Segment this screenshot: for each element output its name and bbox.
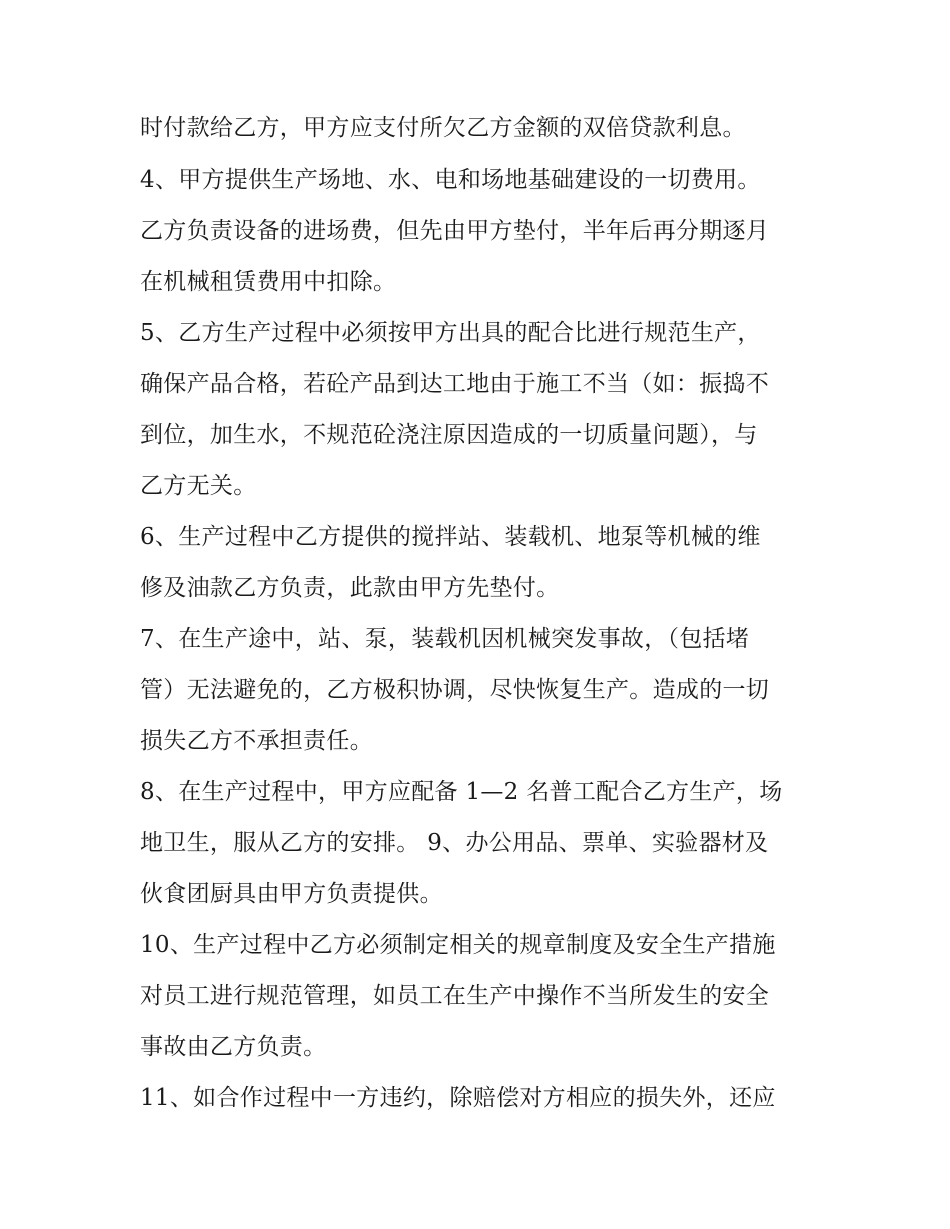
- text-line: 到位，加生水，不规范砼浇注原因造成的一切质量问题），与: [140, 422, 758, 448]
- text-line: 乙方负责设备的进场费，但先由甲方垫付，半年后再分期逐月: [140, 218, 770, 244]
- text-line: 5、乙方生产过程中必须按甲方出具的配合比进行规范生产，: [140, 320, 761, 346]
- text-line: 4、甲方提供生产场地、水、电和场地基础建设的一切费用。: [140, 167, 761, 193]
- text-line: 10、生产过程中乙方必须制定相关的规章制度及安全生产措施: [140, 932, 776, 958]
- text-line: 7、在生产途中，站、泵，装载机因机械突发事故，（包括堵: [140, 626, 750, 652]
- text-line: 6、生产过程中乙方提供的搅拌站、装载机、地泵等机械的维: [140, 524, 761, 550]
- text-line: 损失乙方不承担责任。: [140, 728, 373, 754]
- text-line: 管）无法避免的，乙方极积协调，尽快恢复生产。造成的一切: [140, 677, 770, 703]
- text-line: 在机械租赁费用中扣除。: [140, 269, 397, 295]
- text-line: 乙方无关。: [140, 473, 257, 499]
- text-line: 时付款给乙方，甲方应支付所欠乙方金额的双倍贷款利息。: [140, 115, 746, 141]
- text-line: 伙食团厨具由甲方负责提供。: [140, 881, 443, 907]
- text-line: 确保产品合格，若砼产品到达工地由于施工不当（如：振捣不: [140, 371, 770, 397]
- text-line: 地卫生，服从乙方的安排。 9、办公用品、票单、实验器材及: [140, 830, 769, 856]
- text-line: 事故由乙方负责。: [140, 1034, 327, 1060]
- text-line: 修及油款乙方负责，此款由甲方先垫付。: [140, 575, 560, 601]
- text-line: 11、如合作过程中一方违约，除赔偿对方相应的损失外，还应: [140, 1085, 776, 1111]
- text-line: 对员工进行规范管理，如员工在生产中操作不当所发生的安全: [140, 983, 770, 1009]
- text-line: 8、在生产过程中，甲方应配备 1—2 名普工配合乙方生产，场: [140, 779, 783, 805]
